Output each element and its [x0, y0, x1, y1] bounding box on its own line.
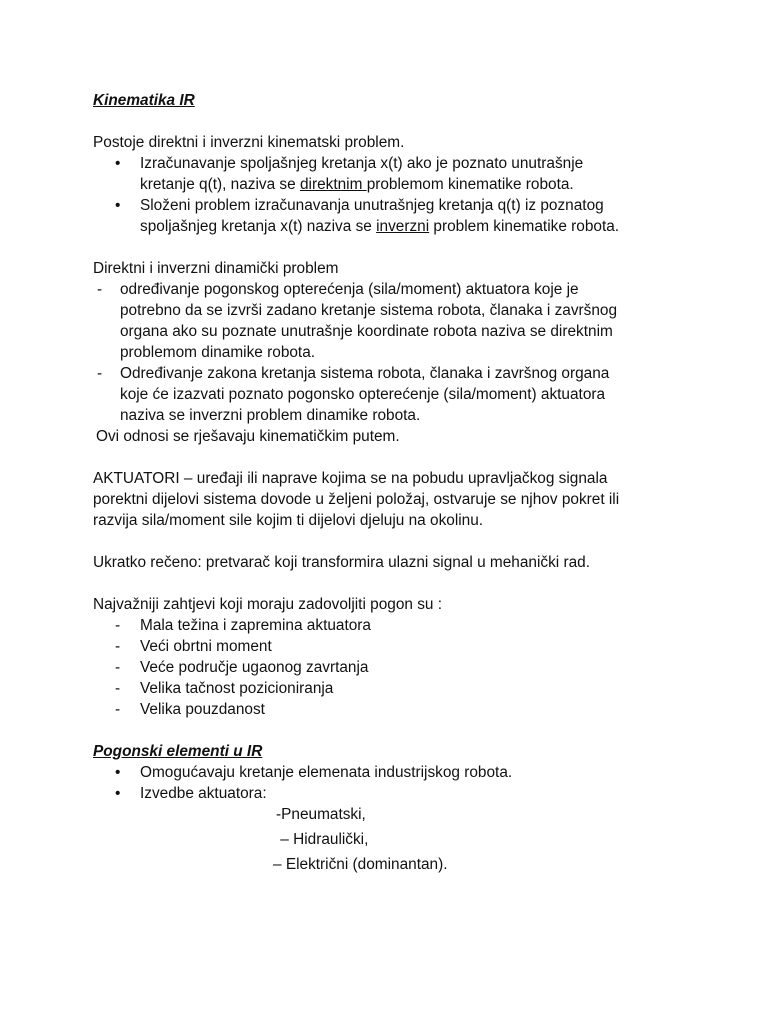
list-item: - Veće područje ugaonog zavrtanja	[115, 659, 369, 676]
underlined-term: inverzni	[376, 218, 430, 235]
dash-marker: -	[115, 617, 121, 634]
bullet-icon: •	[115, 155, 121, 172]
list-item: - Mala težina i zapremina aktuatora	[115, 617, 371, 634]
underlined-term: direktnim	[299, 176, 367, 193]
list-item: • Složeni problem izračunavanja unutrašnjeg kretanja q(t) iz poznatog spoljašnjeg kretanja x(t) naziva se inverzni problem kinematike robota.	[115, 197, 620, 235]
actuators-definition-line: AKTUATORI – uređaji ili naprave kojima se na pobudu upravljačkog signala	[93, 470, 608, 487]
dash-marker: -	[97, 365, 103, 382]
list-item: - Velika pouzdanost	[115, 701, 265, 718]
requirements-title: Najvažniji zahtjevi koji moraju zadovoljiti pogon su :	[93, 596, 443, 613]
dash-marker: -	[115, 680, 121, 697]
heading-pogonski-elementi: Pogonski elementi u IR	[93, 743, 263, 760]
actuators-definition-line: porektni dijelovi sistema dovode u željeni položaj, ostvaruje se njhov pokret ili	[93, 491, 620, 508]
dash-marker: -	[115, 659, 121, 676]
heading-kinematika: Kinematika IR	[93, 92, 195, 109]
list-item: - Veći obrtni moment	[115, 638, 272, 655]
list-item: - Određivanje zakona kretanja sistema robota, članaka i završnog organa koje će izazvati poznato pogonsko opterećenje (sila/moment) aktuatora naziva se inverzni problem dinamike robota.	[97, 365, 610, 424]
dynamics-closing: Ovi odnosi se rješavaju kinematičkim putem.	[96, 428, 400, 445]
actuator-type: – Hidraulički,	[276, 831, 369, 848]
dash-marker: -	[115, 701, 121, 718]
list-item: - određivanje pogonskog opterećenja (sila/moment) aktuatora koje je potrebno da se izvrši zadano kretanje sistema robota, članaka i završnog organa ako su poznate unutrašnje koordinate robota naziva se direktnim problemom dinamike robota.	[97, 281, 618, 361]
dash-marker: -	[115, 638, 121, 655]
dash-marker: -	[97, 281, 103, 298]
bullet-icon: •	[115, 764, 121, 781]
list-item: - Velika tačnost pozicioniranja	[115, 680, 334, 697]
dynamics-title: Direktni i inverzni dinamički problem	[93, 260, 339, 277]
actuator-type: – Električni (dominantan).	[273, 856, 448, 873]
list-item: • Izračunavanje spoljašnjeg kretanja x(t) ako je poznato unutrašnje kretanje q(t), naziva se direktnim problemom kinematike robota.	[115, 155, 584, 193]
document-page	[93, 90, 713, 875]
list-item: • Izvedbe aktuatora:	[115, 785, 267, 802]
bullet-icon: •	[115, 785, 121, 802]
kinematics-intro: Postoje direktni i inverzni kinematski problem.	[93, 134, 405, 151]
actuators-summary: Ukratko rečeno: pretvarač koji transformira ulazni signal u mehanički rad.	[93, 554, 590, 571]
actuators-definition-line: razvija sila/moment sile kojim ti dijelovi djeluju na okolinu.	[93, 512, 484, 529]
actuator-type: -Pneumatski,	[276, 806, 366, 823]
list-item: • Omogućavaju kretanje elemenata industrijskog robota.	[115, 764, 513, 781]
bullet-icon: •	[115, 197, 121, 214]
